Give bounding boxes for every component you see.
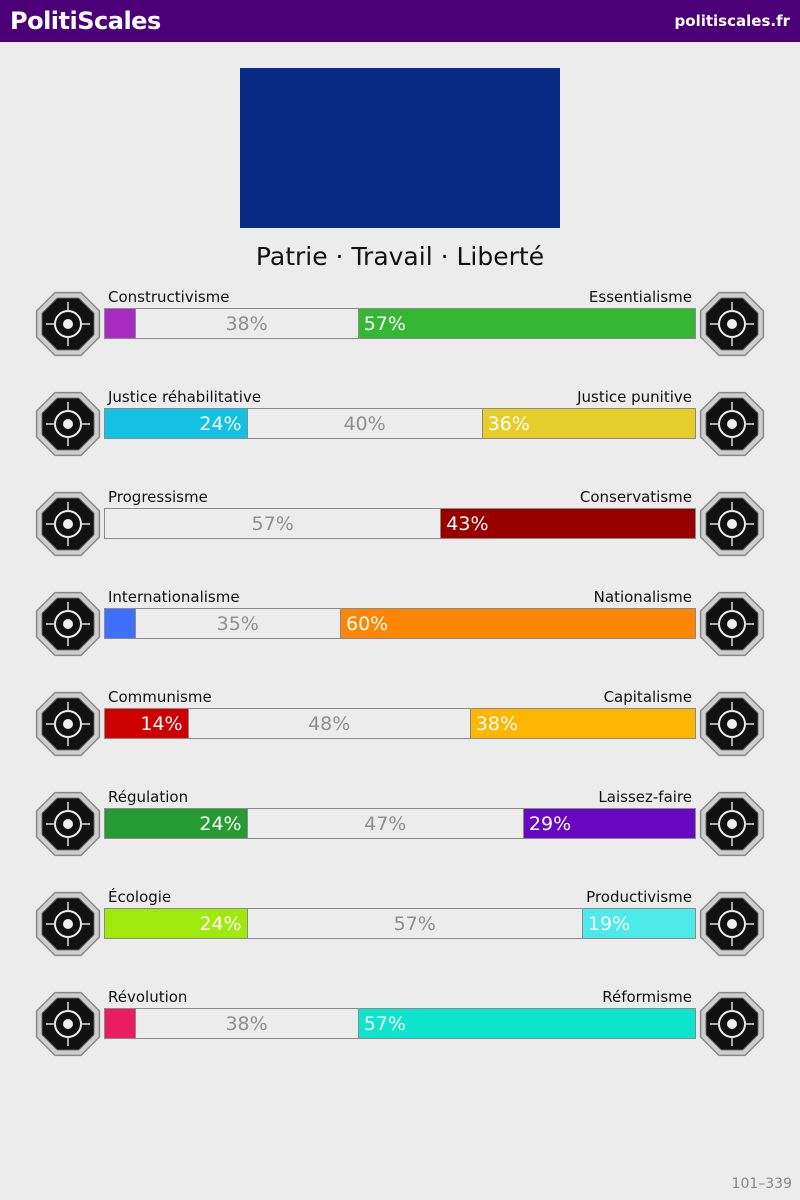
axis-bar (104, 708, 696, 739)
axis-row (0, 688, 800, 788)
essentialism-icon (696, 288, 768, 360)
axis-left-segment (105, 309, 135, 338)
axis-left-label: Justice réhabilitative (108, 388, 262, 406)
axis-bar (104, 308, 696, 339)
hammer-sickle-icon (32, 688, 104, 760)
axis-right-segment: 19% (583, 909, 695, 938)
axis-right-label: Réformisme (602, 988, 692, 1006)
header-bar (0, 0, 800, 42)
sprout-icon (32, 888, 104, 960)
axis-bar (104, 408, 696, 439)
axis-center-segment: 35% (135, 609, 342, 638)
axis-center-segment: 47% (247, 809, 524, 838)
axis-right-label: Laissez-faire (598, 788, 692, 806)
axis-bar (104, 508, 696, 539)
axis-bar (104, 808, 696, 839)
site-url[interactable]: politiscales.fr (674, 12, 790, 30)
axis-left-label: Révolution (108, 988, 188, 1006)
axis-left-label: Constructivisme (108, 288, 230, 306)
axis-left-segment (105, 609, 135, 638)
axis-bar (104, 1008, 696, 1039)
money-bag-icon (696, 688, 768, 760)
quill-icon (696, 488, 768, 560)
axis-row (0, 388, 800, 488)
axis-center-segment: 57% (105, 509, 441, 538)
axis-left-segment (105, 1009, 135, 1038)
constructivism-icon (32, 288, 104, 360)
axis-left-label: Communisme (108, 688, 212, 706)
axis-left-segment: 24% (105, 409, 247, 438)
handshake-icon (32, 388, 104, 460)
globe-laurel-icon (32, 588, 104, 660)
axis-left-label: Internationalisme (108, 588, 240, 606)
butterflies-icon (696, 788, 768, 860)
axis-right-label: Conservatisme (579, 488, 692, 506)
axis-left-label: Écologie (108, 888, 172, 906)
axis-right-label: Justice punitive (577, 388, 692, 406)
footer-code: 101–339 (731, 1176, 792, 1192)
axis-center-segment: 40% (247, 409, 483, 438)
axis-row (0, 788, 800, 888)
axis-right-label: Nationalisme (593, 588, 692, 606)
axis-bar (104, 908, 696, 939)
axis-center-segment: 57% (247, 909, 583, 938)
axis-right-label: Productivisme (586, 888, 692, 906)
axis-left-segment: 24% (105, 909, 247, 938)
axis-left-label: Progressisme (108, 488, 208, 506)
axis-left-segment: 14% (105, 709, 188, 738)
axis-center-segment: 38% (135, 1009, 359, 1038)
axis-row (0, 988, 800, 1088)
axis-right-segment: 36% (483, 409, 695, 438)
axis-row (0, 888, 800, 988)
slogan: Patrie · Travail · Liberté (255, 242, 545, 271)
axis-right-label: Capitalisme (603, 688, 692, 706)
axis-right-segment: 38% (471, 709, 695, 738)
axis-right-segment: 57% (359, 309, 695, 338)
axis-center-segment: 38% (135, 309, 359, 338)
axis-right-segment: 60% (341, 609, 695, 638)
parliament-icon (696, 988, 768, 1060)
comet-icon (32, 488, 104, 560)
prison-bars-icon (696, 388, 768, 460)
axis-center-segment: 48% (188, 709, 471, 738)
result-flag (240, 68, 560, 228)
axis-row (0, 288, 800, 388)
axis-row (0, 588, 800, 688)
axis-left-label: Régulation (108, 788, 189, 806)
axis-right-segment: 57% (359, 1009, 695, 1038)
ruler-compass-icon (32, 788, 104, 860)
axis-right-segment: 29% (524, 809, 695, 838)
brand-title[interactable]: PolitiScales (10, 7, 161, 35)
axis-right-segment: 43% (441, 509, 695, 538)
flag-icon (696, 588, 768, 660)
axis-bar (104, 608, 696, 639)
axis-left-segment: 24% (105, 809, 247, 838)
gear-icon (696, 888, 768, 960)
axis-right-label: Essentialisme (588, 288, 692, 306)
axis-row (0, 488, 800, 588)
fist-icon (32, 988, 104, 1060)
